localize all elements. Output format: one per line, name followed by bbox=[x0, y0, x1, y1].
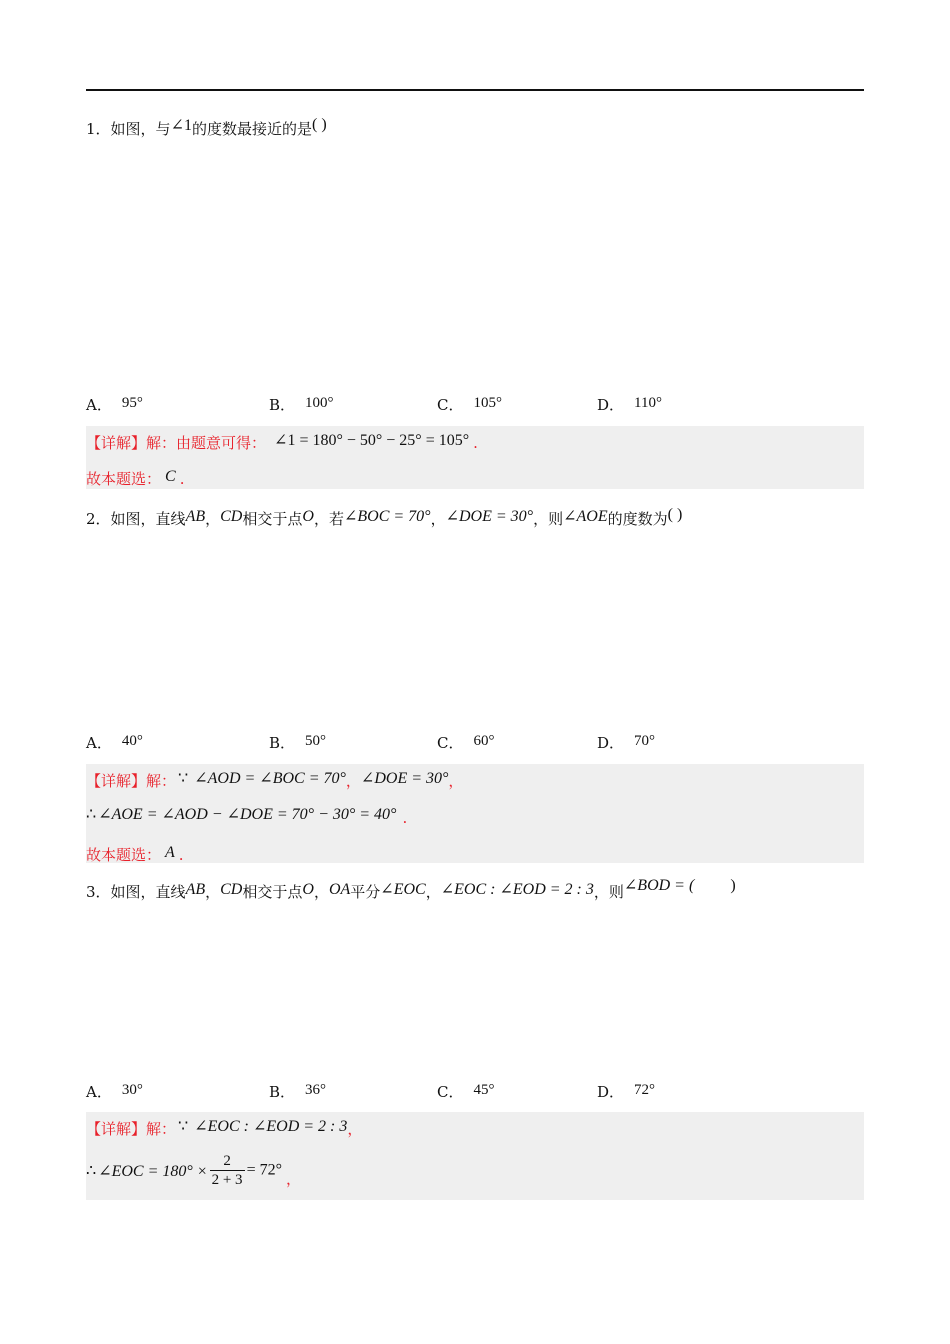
question-text: 相交于点 bbox=[242, 510, 303, 528]
question-text: 相交于点 bbox=[242, 883, 303, 901]
option-b[interactable] bbox=[269, 1081, 326, 1102]
therefore-symbol: ∴ bbox=[86, 806, 97, 823]
solution-panel-3 bbox=[86, 1112, 864, 1200]
option-label: B． bbox=[269, 1083, 296, 1101]
option-a[interactable] bbox=[86, 732, 143, 753]
condition-math: ∠DOE = 30° bbox=[445, 508, 534, 525]
header-rule bbox=[86, 89, 864, 91]
question-text: 的度数为 bbox=[607, 510, 668, 528]
solution-panel-1 bbox=[86, 426, 864, 489]
answer-value: C bbox=[165, 468, 176, 485]
solution-math: ∠DOE = 30° bbox=[360, 770, 449, 787]
option-label: B． bbox=[269, 734, 296, 752]
question-text: ，若 bbox=[313, 510, 344, 528]
solution-tag: 【详解】 bbox=[86, 1120, 147, 1138]
question-text: ， bbox=[313, 883, 329, 901]
fraction-numerator: 2 bbox=[223, 1153, 231, 1169]
condition-math: ∠BOC = 70° bbox=[343, 508, 431, 525]
solution-lead: 解： bbox=[146, 772, 177, 790]
solution-punct: ， bbox=[448, 772, 464, 790]
option-a[interactable] bbox=[86, 1081, 143, 1102]
option-label: D． bbox=[597, 1083, 625, 1101]
option-label: A． bbox=[86, 1083, 112, 1101]
option-label: B． bbox=[269, 396, 296, 414]
solution-math: ∠AOD = ∠BOC = 70° bbox=[194, 770, 346, 787]
option-label: A． bbox=[86, 734, 112, 752]
answer-end: . bbox=[179, 470, 185, 488]
option-d[interactable] bbox=[597, 1081, 655, 1102]
option-value: 110° bbox=[634, 395, 662, 411]
option-value: 45° bbox=[473, 1082, 495, 1098]
answer-paren: ( ) bbox=[311, 116, 327, 133]
ratio-math: ∠EOC : ∠EOD = 2 : 3 bbox=[440, 881, 594, 898]
option-value: 70° bbox=[634, 733, 656, 749]
answer-line bbox=[86, 844, 184, 865]
question-text: ， bbox=[430, 510, 446, 528]
solution-math: ∠1 = 180° − 50° − 25° = 105° bbox=[274, 432, 470, 449]
option-d[interactable] bbox=[597, 732, 655, 753]
question-2 bbox=[86, 508, 682, 529]
option-b[interactable] bbox=[269, 394, 334, 415]
question-text: 如图，直线 bbox=[110, 883, 186, 901]
solution-math: = 72° bbox=[246, 1161, 282, 1179]
line-ab-math: AB bbox=[185, 508, 206, 525]
solution-line bbox=[86, 770, 463, 791]
fraction-denominator: 2 + 3 bbox=[211, 1172, 243, 1188]
answer-value: A bbox=[165, 844, 175, 861]
solution-lead: 解： bbox=[146, 1120, 177, 1138]
option-label: D． bbox=[597, 396, 625, 414]
option-value: 30° bbox=[121, 1082, 143, 1098]
question-number: 2． bbox=[86, 510, 111, 528]
solution-punct: ， bbox=[345, 772, 361, 790]
question-number: 3． bbox=[86, 883, 111, 901]
question-text: 如图，直线 bbox=[110, 510, 186, 528]
option-c[interactable] bbox=[437, 1081, 494, 1102]
question-text: 平分 bbox=[350, 883, 381, 901]
question-text: ， bbox=[205, 883, 221, 901]
option-label: C． bbox=[437, 396, 464, 414]
line-cd-math: CD bbox=[220, 508, 243, 525]
therefore-symbol: ∴ bbox=[86, 1162, 97, 1180]
solution-end: . bbox=[402, 809, 408, 827]
answer-label: 故本题选： bbox=[86, 470, 162, 488]
solution-tag: 【详解】 bbox=[86, 772, 147, 790]
answer-end: . bbox=[178, 846, 184, 864]
question-number: 1． bbox=[86, 120, 111, 138]
solution-lead: 解：由题意可得： bbox=[146, 434, 267, 452]
line-cd-math: CD bbox=[220, 881, 243, 898]
option-label: C． bbox=[437, 1083, 464, 1101]
option-value: 105° bbox=[473, 395, 502, 411]
option-value: 50° bbox=[305, 733, 327, 749]
option-value: 60° bbox=[473, 733, 495, 749]
question-text: ，则 bbox=[593, 883, 624, 901]
answer-paren: ) bbox=[730, 877, 736, 894]
solution-punct: ， bbox=[285, 1170, 301, 1188]
option-value: 100° bbox=[305, 395, 334, 411]
option-c[interactable] bbox=[437, 732, 494, 753]
option-b[interactable] bbox=[269, 732, 326, 753]
solution-math: ∠EOC = 180° × bbox=[98, 1162, 208, 1180]
solution-end: . bbox=[473, 434, 478, 452]
option-a[interactable] bbox=[86, 394, 143, 415]
option-label: D． bbox=[597, 734, 625, 752]
target-angle-math: ∠AOE bbox=[563, 508, 608, 525]
solution-line bbox=[86, 804, 408, 827]
question-1 bbox=[86, 118, 327, 139]
point-o-math: O bbox=[302, 881, 314, 898]
because-symbol: ∵ bbox=[178, 770, 189, 787]
angle-1-math: ∠1 bbox=[170, 117, 192, 134]
answer-paren: ( ) bbox=[667, 506, 683, 523]
solution-math: ∠EOC : ∠EOD = 2 : 3 bbox=[194, 1118, 348, 1135]
question-3 bbox=[86, 877, 736, 902]
option-value: 36° bbox=[305, 1082, 327, 1098]
solution-panel-2 bbox=[86, 764, 864, 863]
solution-tag: 【详解】 bbox=[86, 434, 147, 452]
question-text: 的度数最接近的是 bbox=[191, 120, 312, 138]
option-c[interactable] bbox=[437, 394, 502, 415]
option-label: A． bbox=[86, 396, 112, 414]
option-d[interactable] bbox=[597, 394, 662, 415]
question-text: 如图，与 bbox=[110, 120, 171, 138]
target-angle-math: ∠BOD = ( bbox=[623, 877, 695, 894]
option-label: C． bbox=[437, 734, 464, 752]
because-symbol: ∵ bbox=[178, 1118, 189, 1135]
answer-line bbox=[86, 468, 184, 489]
question-text: ，则 bbox=[533, 510, 564, 528]
option-value: 40° bbox=[121, 733, 143, 749]
angle-eoc-math: ∠EOC bbox=[380, 881, 426, 898]
solution-math: ∠AOE = ∠AOD − ∠DOE = 70° − 30° = 40° bbox=[98, 806, 397, 823]
solution-line bbox=[86, 1152, 301, 1189]
option-value: 95° bbox=[121, 395, 143, 411]
fraction bbox=[210, 1152, 245, 1189]
question-text: ， bbox=[205, 510, 221, 528]
solution-line bbox=[86, 432, 478, 453]
solution-line bbox=[86, 1118, 362, 1139]
ray-oa-math: OA bbox=[328, 881, 351, 898]
point-o-math: O bbox=[302, 508, 314, 525]
solution-punct: ， bbox=[347, 1120, 363, 1138]
question-text: ， bbox=[425, 883, 441, 901]
answer-label: 故本题选： bbox=[86, 846, 162, 864]
option-value: 72° bbox=[634, 1082, 656, 1098]
line-ab-math: AB bbox=[185, 881, 206, 898]
